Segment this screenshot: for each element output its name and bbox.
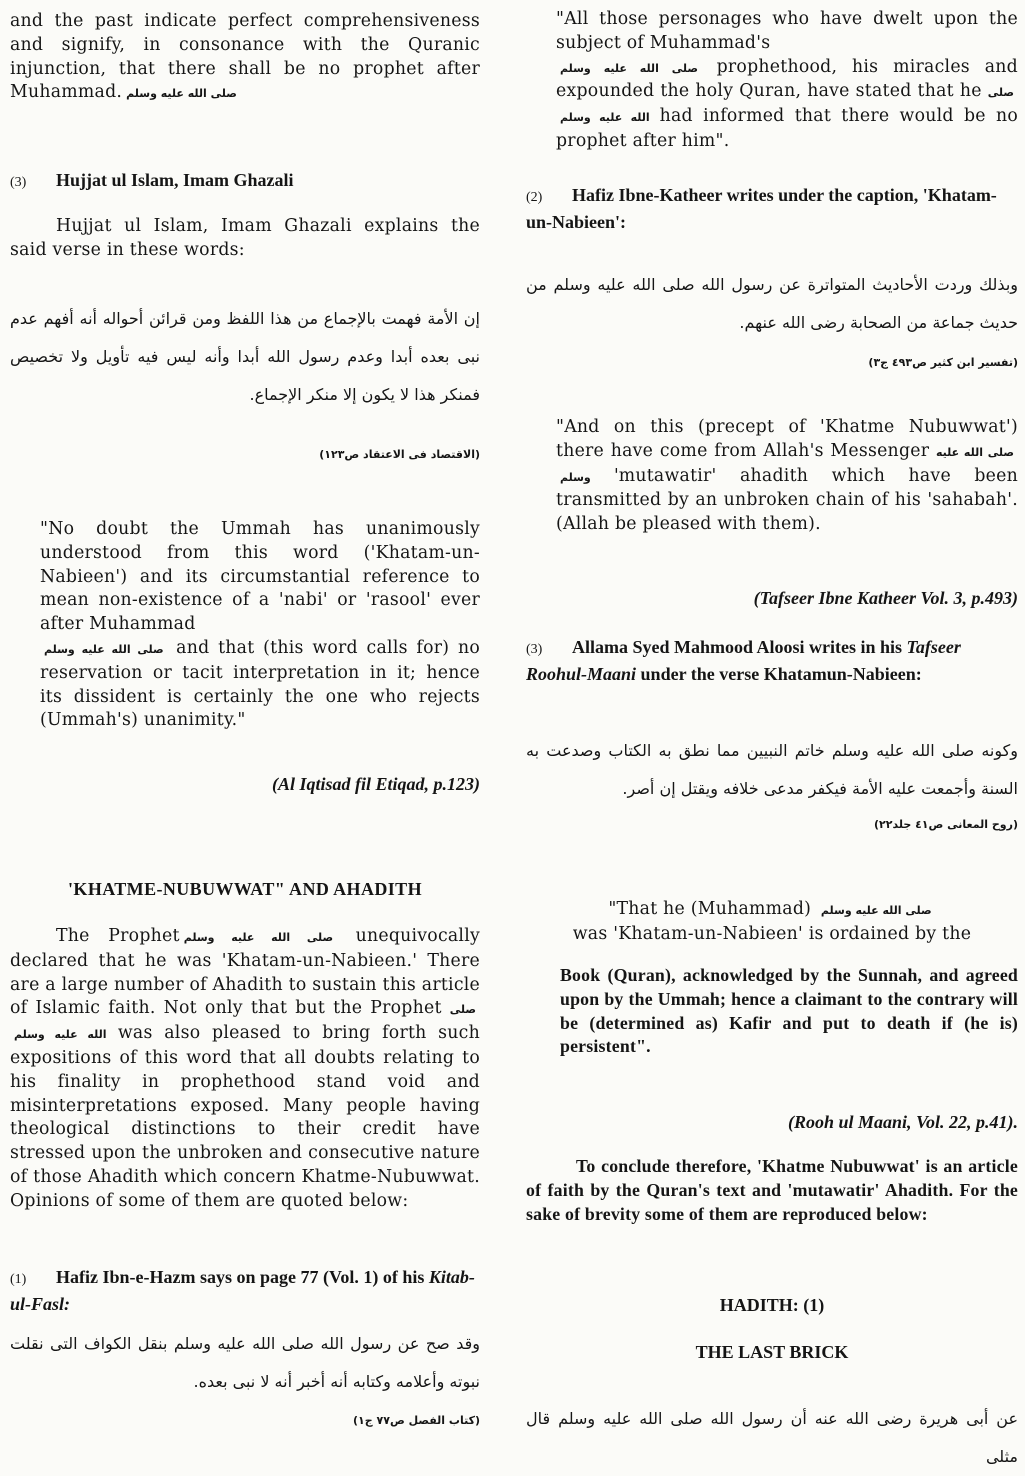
heading-book-title: Kitab-ul-Fasl: (10, 1267, 475, 1314)
opening-quote (526, 8, 1018, 154)
section-heading-ghazali (10, 168, 480, 195)
katheer-arabic-reference: (تفسير ابن كثير ص٤٩٣ ج٣) (868, 356, 1018, 369)
heading-title: Allama Syed Mahmood Aloosi writes in his (572, 637, 907, 657)
quote-text: "That he (Muhammad) (608, 899, 812, 919)
blessing-glyph: صلى الله عليه وسلم (126, 87, 237, 101)
katheer-translation (526, 416, 1018, 537)
quote-text: "No doubt the Ummah has unanimously understood from this word ('Khatam-un-Nabieen') and its circumstantial reference to mean non-existence of a 'nabi' or 'rasool' ever after Muhammad (40, 519, 480, 635)
ghazali-translation (10, 518, 480, 733)
heading-title: Hujjat ul Islam, Imam Ghazali (56, 170, 294, 190)
heading-number: (2) (526, 190, 543, 205)
quote-text: prophethood, his miracles and expounded the holy Quran, have stated that he (556, 56, 1018, 102)
aloosi-citation: (Rooh ul Maani, Vol. 22, p.41). (787, 1112, 1018, 1132)
ghazali-citation: (Al Iqtisad fil Etiqad, p.123) (271, 774, 480, 794)
blessing-glyph: صلى الله عليه وسلم (560, 445, 1014, 484)
heading-title: under the verse Khatamun-Nabieen: (636, 664, 922, 684)
section-title-ahadith: 'KHATME-NUBUWWAT" AND AHADITH (68, 879, 422, 899)
quote-text: "All those personages who have dwelt upon the subject of Muhammad's (556, 9, 1018, 53)
section-heading-katheer (526, 183, 1018, 234)
hadith-subtitle: THE LAST BRICK (695, 1342, 849, 1362)
hazm-arabic-quote: وقد صح عن رسول الله صلى الله عليه وسلم بنقل الكواف التى نقلت نبوته وأعلامه وكتابه أنه أخبر أنه لا نبى بعده. (10, 1334, 480, 1391)
heading-number: (3) (10, 175, 27, 190)
blessing-glyph: صلى الله عليه وسلم (44, 642, 164, 656)
heading-number: (3) (526, 642, 543, 657)
katheer-arabic-quote: وبذلك وردت الأحاديث المتواترة عن رسول الله صلى الله عليه وسلم من حديث جماعة من الصحابة رضى الله عنهم. (526, 275, 1018, 332)
quote-text: was 'Khatam-un-Nabieen' is ordained by the (572, 923, 972, 944)
left-column (10, 0, 480, 1440)
paragraph-text: was also pleased to bring forth such expositions of this word that all doubts relating to his finality in prophethood stand void and misinterpretations exposed. Many people having theological distinctions to their credit have stressed upon the unbroken and consecutive nature of those Ahadith which concern Khatme-Nubuwwat. Opinions of some of them are quoted below: (10, 1023, 480, 1211)
blessing-glyph: صلى الله عليه وسلم (560, 86, 1014, 125)
ghazali-arabic-reference: (الاقتصاد فى الاعتقاد ص١٢٣) (319, 448, 480, 461)
blessing-glyph: صلى الله عليه وسلم (14, 1003, 477, 1042)
hadith-heading: HADITH: (1) (719, 1295, 825, 1315)
blessing-glyph: صلى الله عليه وسلم (820, 904, 932, 917)
quote-text: had informed that there would be no prophet after him". (556, 106, 1018, 151)
quote-text: "And on this (precept of 'Khatme Nubuwwat') there have come from Allah's Messenger (556, 417, 1018, 461)
ghazali-arabic-quote: إن الأمة فهمت بالإجماع من هذا اللفظ ومن قرائن أحواله أنه أفهم عدم نبى بعده أبدا وعدم رسول الله أبدا وأنه ليس فيه تأويل ولا تخصيص فمنكر هذا لا يكون إلا منكر الإجماع. (10, 309, 480, 404)
paragraph-text: unequivocally declared that he was 'Khatam-un-Nabieen.' There are a large number of Ahadith to sustain this article of Islamic faith. Not only that but the Prophet (10, 926, 480, 1019)
aloosi-translation-continued: Book (Quran), acknowledged by the Sunnah, and agreed upon by the Ummah; hence a claimant to the contrary will be (determined as) Kafir and put to death if (he is) persistent". (560, 965, 1018, 1057)
section-heading-aloosi (526, 635, 1018, 686)
paragraph-text: The Prophet (56, 926, 180, 946)
right-column (526, 0, 1018, 1466)
quote-text: 'mutawatir' ahadith which have been transmitted by an unbroken chain of his 'sahabah'. (Allah be pleased with them). (556, 465, 1018, 535)
heading-title: Hafiz Ibne-Katheer writes under the caption, 'Khatam-un-Nabieen': (526, 185, 997, 232)
katheer-citation: (Tafseer Ibne Katheer Vol. 3, p.493) (753, 588, 1018, 608)
paragraph-text: and the past indicate perfect comprehensiveness and signify, in consonance with the Quranic injunction, that there shall be no prophet after Muhammad. (10, 11, 480, 103)
continuation-paragraph (10, 10, 480, 106)
aloosi-translation-start (526, 898, 1018, 947)
ghazali-intro: Hujjat ul Islam, Imam Ghazali explains the said verse in these words: (10, 216, 480, 260)
heading-book-title: Tafseer Roohul-Maani (526, 637, 961, 684)
quote-text: and that (this word calls for) no reservation or tacit interpretation in it; hence its dissident is certainly the one who rejects (Ummah's) unanimity." (40, 637, 480, 731)
aloosi-arabic-reference: (روح المعانى ص٤١ جلد٢٢) (874, 818, 1018, 831)
heading-title: Hafiz Ibn-e-Hazm says on page 77 (Vol. 1) of his (56, 1267, 429, 1287)
section-heading-hazm (10, 1265, 480, 1316)
blessing-glyph: صلى الله عليه وسلم (560, 61, 699, 75)
hadith-arabic-text: عن أبى هريرة رضى الله عنه أن رسول الله صلى الله عليه وسلم قال مثلى (526, 1409, 1018, 1466)
ahadith-paragraph (10, 925, 480, 1214)
heading-number: (1) (10, 1272, 27, 1287)
blessing-glyph: صلى الله عليه وسلم (183, 931, 334, 944)
hazm-arabic-reference: (كتاب الفصل ص٧٧ ج١) (353, 1414, 480, 1427)
aloosi-arabic-quote: وكونه صلى الله عليه وسلم خاتم النبيين مما نطق به الكتاب وصدعت به السنة وأجمعت عليه الأمة فيكفر مدعى خلافه ويقتل إن أصر. (526, 741, 1018, 798)
conclusion-paragraph: To conclude therefore, 'Khatme Nubuwwat' is an article of faith by the Quran's text and 'mutawatir' Ahadith. For the sake of brevity some of them are reproduced below: (526, 1156, 1018, 1224)
